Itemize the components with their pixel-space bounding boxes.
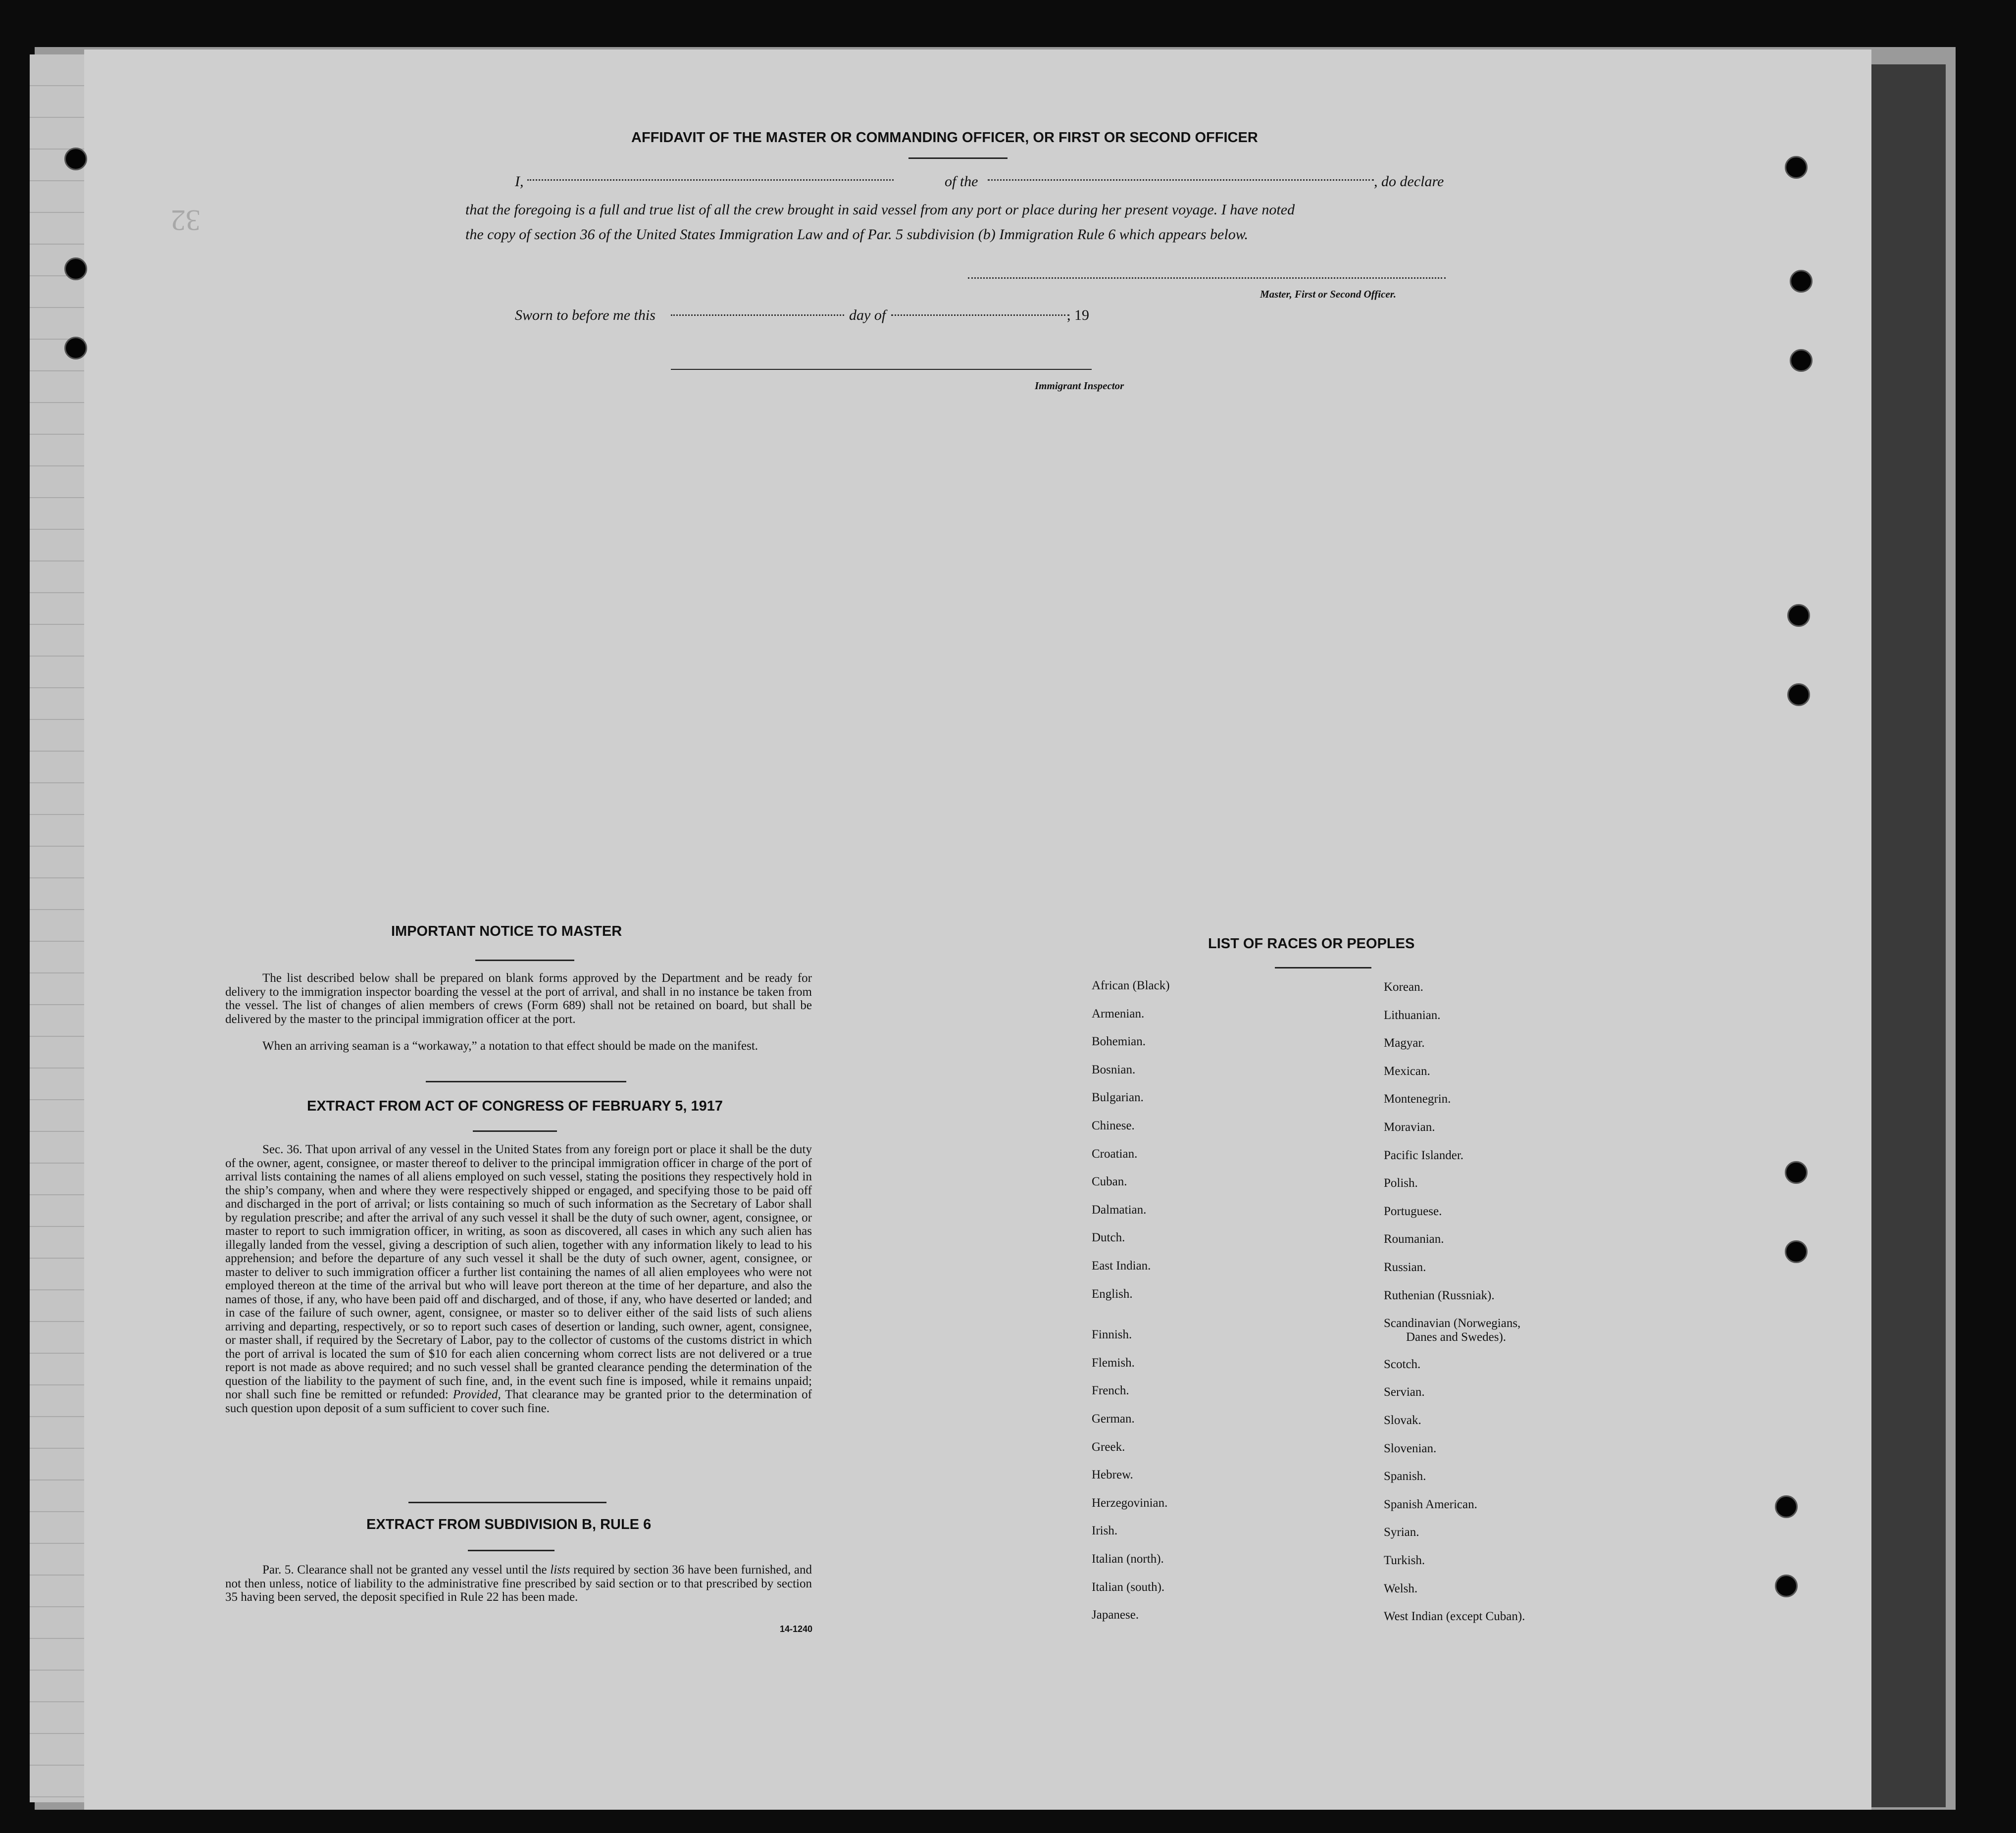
binder-hole bbox=[1785, 156, 1808, 179]
race-entry: Mexican. bbox=[1384, 1064, 1430, 1078]
affidavit-line-2: that the foregoing is a full and true list of all the crew brought in said vessel from any port or place during her present voyage. I have noted bbox=[465, 202, 1295, 218]
master-signature-label: Master, First or Second Officer. bbox=[1260, 288, 1396, 300]
sworn-day-blank bbox=[671, 314, 844, 316]
binder-hole bbox=[1775, 1495, 1798, 1518]
affidavit-line-3: the copy of section 36 of the United States Immigration Law and of Par. 5 subdivision (b) Immigration Rule 6 which appears below. bbox=[465, 226, 1248, 243]
race-entry: Pacific Islander. bbox=[1384, 1148, 1464, 1162]
extract-act-title: EXTRACT FROM ACT OF CONGRESS OF FEBRUARY 5, 1917 bbox=[307, 1098, 723, 1114]
rule-text-b: required by section 36 have been furnished, and not then unless, notice of liability to the administrative fine prescribed by said section or to that prescribed by section 35 having been served, the deposit specified in Rule 22 has been made. bbox=[225, 1563, 812, 1604]
race-entry: West Indian (except Cuban). bbox=[1384, 1610, 1525, 1624]
race-entry: Herzegovinian. bbox=[1092, 1496, 1168, 1510]
race-entry: Polish. bbox=[1384, 1176, 1418, 1190]
year-label: , 19 bbox=[1067, 307, 1089, 323]
race-entry: Croatian. bbox=[1092, 1147, 1138, 1161]
race-entry: Slovak. bbox=[1384, 1414, 1421, 1427]
race-entry: Welsh. bbox=[1384, 1581, 1418, 1595]
notice-paragraph-2: When an arriving seaman is a “workaway,” a notation to that effect should be made on the manifest. bbox=[262, 1039, 758, 1053]
race-entry: Turkish. bbox=[1384, 1554, 1425, 1567]
race-entry: Bulgarian. bbox=[1092, 1091, 1144, 1105]
binder-hole bbox=[1790, 349, 1813, 372]
provided-term: Provided, bbox=[453, 1388, 501, 1401]
race-entry: Moravian. bbox=[1384, 1120, 1435, 1134]
binder-hole bbox=[64, 148, 87, 170]
race-entry: Syrian. bbox=[1384, 1526, 1419, 1539]
race-entry: Dalmatian. bbox=[1092, 1203, 1147, 1217]
binder-hole bbox=[64, 337, 87, 359]
race-entry-continuation: Danes and Swedes). bbox=[1406, 1330, 1507, 1344]
race-entry: Magyar. bbox=[1384, 1036, 1425, 1050]
extract-act-divider bbox=[408, 1502, 606, 1503]
vessel-blank bbox=[988, 179, 1374, 181]
race-entry: Russian. bbox=[1384, 1261, 1426, 1274]
affidavit-title-rule bbox=[908, 157, 1008, 159]
race-entry: Armenian. bbox=[1092, 1007, 1145, 1020]
margin-page-number: 32 bbox=[171, 204, 201, 237]
extract-act-title-rule bbox=[473, 1130, 557, 1132]
lists-term: lists bbox=[550, 1563, 570, 1577]
notice-title-rule bbox=[475, 960, 574, 961]
race-entry: Korean. bbox=[1384, 980, 1423, 994]
race-entry: Montenegrin. bbox=[1384, 1092, 1451, 1106]
race-entry: East Indian. bbox=[1092, 1259, 1151, 1273]
extract-rule-text bbox=[225, 1563, 812, 1604]
affidavit-of-the-label: of the bbox=[945, 173, 978, 190]
race-entry: Lithuanian. bbox=[1384, 1008, 1441, 1022]
binder-hole bbox=[1787, 604, 1810, 627]
race-entry: Flemish. bbox=[1092, 1356, 1135, 1370]
binder-hole bbox=[1787, 683, 1810, 706]
extract-rule-title: EXTRACT FROM SUBDIVISION B, RULE 6 bbox=[366, 1517, 652, 1532]
binder-hole bbox=[64, 257, 87, 280]
form-number: 14-1240 bbox=[780, 1624, 813, 1634]
race-entry: Slovenian. bbox=[1384, 1441, 1437, 1455]
race-entry: Spanish American. bbox=[1384, 1497, 1477, 1511]
race-entry: Portuguese. bbox=[1384, 1204, 1442, 1218]
notice-paragraph-1: The list described below shall be prepared on blank forms approved by the Department and be ready for delivery to the immigration inspector boarding the vessel at the port of arrival, and shall in no instance be taken from the vessel. The list of changes of alien members of crews (Form 689) shall not be retained on board, but shall be delivered by the master to the principal immigration officer at the port. bbox=[225, 971, 812, 1026]
race-entry: Chinese. bbox=[1092, 1119, 1135, 1132]
race-entry: Roumanian. bbox=[1384, 1232, 1444, 1246]
race-entry: Bohemian. bbox=[1092, 1035, 1146, 1049]
race-entry: German. bbox=[1092, 1412, 1135, 1426]
day-of-label: day of bbox=[849, 307, 886, 323]
notice-divider bbox=[426, 1081, 626, 1082]
binder-hole bbox=[1785, 1240, 1808, 1263]
section-36-text-end: That clearance may be granted prior to the determination of such question upon deposit of a sum sufficient to cover such fine. bbox=[225, 1388, 812, 1415]
section-label: Sec. 36. bbox=[262, 1143, 302, 1156]
binder-hole bbox=[1790, 270, 1813, 293]
race-entry: Japanese. bbox=[1092, 1608, 1139, 1622]
inspector-signature-line bbox=[671, 369, 1092, 370]
races-title: LIST OF RACES OR PEOPLES bbox=[1208, 936, 1415, 952]
section-36-text: That upon arrival of any vessel in the United States from any foreign port or place it shall be the duty of the owner, agent, consignee, or master thereof to deliver to the principal immigration officer in charge of the port of arrival lists containing the names of all aliens employed on such vessel, stating the positions they respectively hold in the ship’s company, when and where they were respectively shipped or engaged, and specifying those to be paid off and discharged in the port of arrival; or lists containing so much of such information as the Secretary of Labor shall by regulation prescribe; and after the arrival of any such vessel it shall be the duty of such owner, agent, consignee, or master to report to such immigration officer, in writing, as soon as discovered, all cases in which any such alien has illegally landed from the vessel, giving a description of such alien, together with any information likely to lead to his apprehension; and before the departure of any such vessel it shall be the duty of such owner, agent, consignee, or master to deliver to such immigration officer a further list containing the names of all alien employees who were not employed thereon at the time of the arrival but who will leave port thereon at the time of her departure, and also the names of those, if any, who have been paid off and discharged, and of those, if any, who have deserted or landed; and in case of the failure of such owner, agent, consignee, or master so to deliver either of the said lists of such aliens arriving and departing, respectively, or so to report such cases of desertion or landing, such owner, agent, consignee, or master shall, if required by the Secretary of Labor, pay to the collector of customs of the customs district in which the port of arrival is located the sum of $10 for each alien concerning whom correct lists are not delivered or a true report is not made as above required; and no such vessel shall be granted clearance pending the determination of the question of the liability to the payment of such fine, and, in the event such fine is imposed, while it remains unpaid; nor shall such fine be remitted or refunded: bbox=[225, 1143, 812, 1401]
race-entry: Italian (south). bbox=[1092, 1580, 1165, 1594]
race-entry: Dutch. bbox=[1092, 1231, 1125, 1245]
binder-edge bbox=[1866, 64, 1946, 1807]
race-entry: Scotch. bbox=[1384, 1357, 1421, 1371]
binder-hole bbox=[1775, 1575, 1798, 1597]
affidavit-do-declare: , do declare bbox=[1374, 173, 1444, 190]
race-entry: Servian. bbox=[1384, 1385, 1425, 1399]
inspector-label: Immigrant Inspector bbox=[1035, 380, 1124, 392]
sworn-month-blank bbox=[891, 314, 1069, 316]
race-entry: French. bbox=[1092, 1384, 1129, 1398]
notice-title: IMPORTANT NOTICE TO MASTER bbox=[391, 923, 622, 939]
affidavit-title: AFFIDAVIT OF THE MASTER OR COMMANDING OFFICER, OR FIRST OR SECOND OFFICER bbox=[631, 130, 1258, 146]
manifest-page bbox=[84, 50, 1871, 1810]
race-entry: English. bbox=[1092, 1287, 1133, 1301]
race-entry: Cuban. bbox=[1092, 1175, 1127, 1189]
extract-act-text bbox=[225, 1143, 812, 1415]
binder-hole bbox=[1785, 1161, 1808, 1184]
race-entry: African (Black) bbox=[1092, 979, 1170, 992]
race-entry: Hebrew. bbox=[1092, 1468, 1133, 1482]
race-entry: Italian (north). bbox=[1092, 1552, 1164, 1566]
races-title-rule bbox=[1275, 967, 1371, 968]
race-entry: Greek. bbox=[1092, 1440, 1125, 1454]
race-entry: Finnish. bbox=[1092, 1328, 1132, 1342]
race-entry: Ruthenian (Russniak). bbox=[1384, 1288, 1495, 1302]
race-entry: Scandinavian (Norwegians, bbox=[1384, 1317, 1521, 1330]
ledger-page-edge bbox=[30, 54, 87, 1802]
master-signature-line bbox=[968, 277, 1446, 279]
race-entry: Spanish. bbox=[1384, 1470, 1426, 1483]
affidavit-i-label: I, bbox=[515, 173, 524, 190]
sworn-label: Sworn to before me this bbox=[515, 307, 655, 323]
race-entry: Irish. bbox=[1092, 1524, 1118, 1538]
extract-rule-title-rule bbox=[468, 1550, 554, 1551]
race-entry: Bosnian. bbox=[1092, 1063, 1136, 1076]
name-blank bbox=[527, 179, 894, 181]
rule-text-a: Par. 5. Clearance shall not be granted any vessel until the bbox=[262, 1563, 547, 1577]
